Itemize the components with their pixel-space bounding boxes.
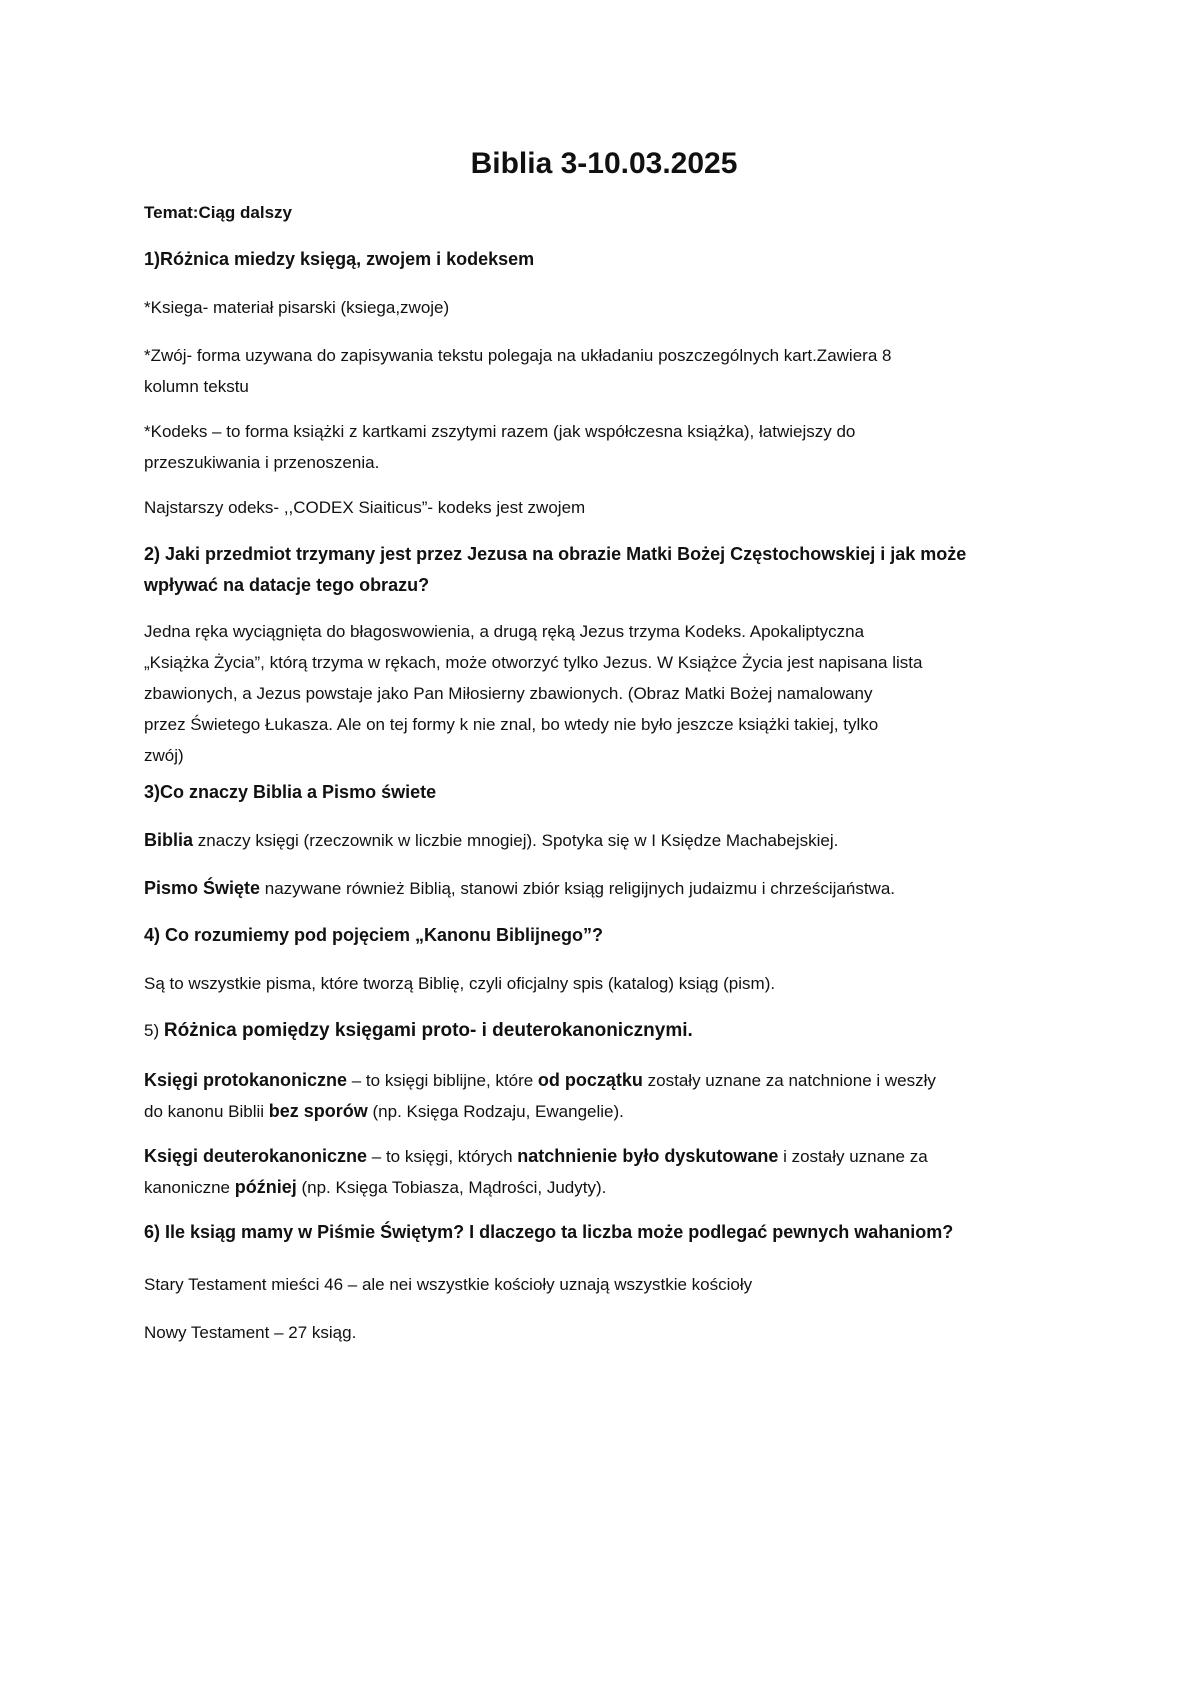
section-5-number: 5) xyxy=(144,1021,164,1040)
section-4-paragraph: Są to wszystkie pisma, które tworzą Biblię, czyli oficjalny spis (katalog) ksiąg (pism). xyxy=(144,974,776,993)
protokanoniczne-term: Księgi protokanoniczne xyxy=(144,1070,348,1090)
document-title: Biblia 3-10.03.2025 xyxy=(470,147,738,180)
section-1-heading: 1)Różnica miedzy księgą, zwojem i kodeksem xyxy=(144,249,535,269)
section-1-paragraph-1: *Ksiega- materiał pisarski (ksiega,zwoje) xyxy=(144,298,450,317)
section-2-line-1: Jedna ręka wyciągnięta do błagoswowienia, a drugą ręką Jezus trzyma Kodeks. Apokaliptyczna xyxy=(144,622,865,641)
section-2-line-2: „Książka Życia”, którą trzyma w rękach, może otworzyć tylko Jezus. W Książce Życia jest napisana lista xyxy=(144,653,923,672)
section-1-paragraph-2 xyxy=(144,340,1064,402)
section-1-paragraph-2-line-2: kolumn tekstu xyxy=(144,377,249,396)
section-6-paragraph-1: Stary Testament mieści 46 – ale nei wszystkie kościoły uznają wszystkie kościoły xyxy=(144,1275,753,1294)
pismo-swiete-definition: nazywane również Biblią, stanowi zbiór ksiąg religijnych judaizmu i chrześcijaństwa. xyxy=(260,879,895,898)
text-span: kanoniczne xyxy=(144,1178,235,1197)
topic-line: Temat:Ciąg dalszy xyxy=(144,203,293,222)
text-span: zostały uznane za natchnione i weszły xyxy=(642,1071,936,1090)
section-3-heading: 3)Co znaczy Biblia a Pismo świete xyxy=(144,782,437,802)
section-1-paragraph-2-line-1: *Zwój- forma uzywana do zapisywania tekstu polegaja na układaniu poszczególnych kart.Zawiera 8 xyxy=(144,346,892,365)
text-span: do kanonu Biblii xyxy=(144,1102,269,1121)
text-span: i zostały uznane za xyxy=(778,1147,928,1166)
section-6-heading: 6) Ile ksiąg mamy w Piśmie Świętym? I dlaczego ta liczba może podlegać pewnych wahaniom? xyxy=(144,1222,954,1242)
section-2-line-4: przez Świetego Łukasza. Ale on tej formy k nie znal, bo wtedy nie było jeszcze książki takiej, tylko xyxy=(144,715,879,734)
biblia-definition: znaczy księgi (rzeczownik w liczbie mnogiej). Spotyka się w I Księdze Machabejskiej. xyxy=(193,831,839,850)
protokanoniczne-paragraph xyxy=(144,1065,1064,1127)
section-5-heading xyxy=(144,1015,1064,1046)
section-2-heading-line-2: wpływać na datacje tego obrazu? xyxy=(144,575,430,595)
section-4-heading: 4) Co rozumiemy pod pojęciem „Kanonu Biblijnego”? xyxy=(144,925,604,945)
section-2-line-3: zbawionych, a Jezus powstaje jako Pan Miłosierny zbawionych. (Obraz Matki Bożej namalowany xyxy=(144,684,873,703)
text-span: – to księgi biblijne, które xyxy=(347,1071,538,1090)
biblia-term: Biblia xyxy=(144,830,194,850)
emphasis-span: od początku xyxy=(537,1070,643,1090)
text-span: (np. Księga Rodzaju, Ewangelie). xyxy=(367,1102,624,1121)
section-3-paragraph-2 xyxy=(144,873,1064,904)
deuterokanoniczne-paragraph xyxy=(144,1141,1064,1203)
section-1-paragraph-3-line-2: przeszukiwania i przenoszenia. xyxy=(144,453,380,472)
section-2-heading xyxy=(144,539,1064,601)
section-1-paragraph-4: Najstarszy odeks- ,,CODEX Siaiticus”- kodeks jest zwojem xyxy=(144,498,586,517)
section-1-paragraph-3-line-1: *Kodeks – to forma książki z kartkami zszytymi razem (jak współczesna książka), łatwiejszy do xyxy=(144,422,856,441)
section-5-heading-text: Różnica pomiędzy księgami proto- i deuterokanonicznymi. xyxy=(163,1020,693,1041)
section-2-heading-line-1: 2) Jaki przedmiot trzymany jest przez Jezusa na obrazie Matki Bożej Częstochowskiej i jak może xyxy=(144,544,967,564)
emphasis-span: natchnienie było dyskutowane xyxy=(517,1146,779,1166)
section-6-paragraph-2: Nowy Testament – 27 ksiąg. xyxy=(144,1323,357,1342)
pismo-swiete-term: Pismo Święte xyxy=(144,878,261,898)
emphasis-span: później xyxy=(234,1177,297,1197)
text-span: (np. Księga Tobiasza, Mądrości, Judyty). xyxy=(296,1178,607,1197)
text-span: – to księgi, których xyxy=(367,1147,518,1166)
section-2-line-5: zwój) xyxy=(144,746,184,765)
section-2-paragraph xyxy=(144,616,1064,771)
section-1-paragraph-3 xyxy=(144,416,1064,478)
deuterokanoniczne-term: Księgi deuterokanoniczne xyxy=(144,1146,368,1166)
emphasis-span: bez sporów xyxy=(268,1101,368,1121)
section-3-paragraph-1 xyxy=(144,825,1064,856)
